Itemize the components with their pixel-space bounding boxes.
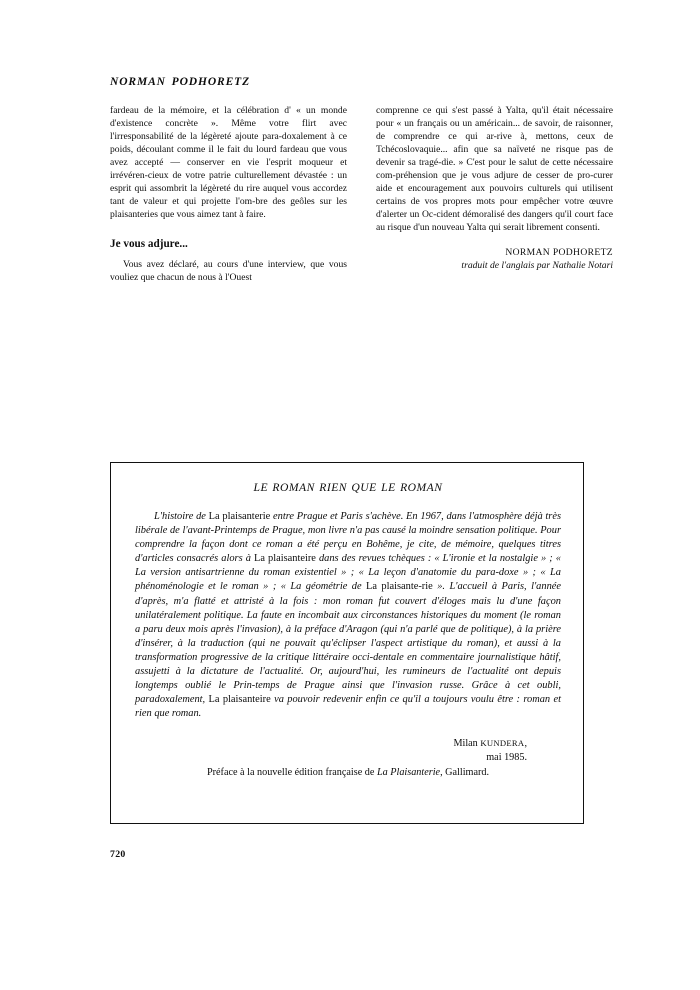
excerpt-segment-4: dans des revues tchèques : « L'ironie et la nostalgie » ; « La version antisartrienne du roman existentiel » ; « La leçon d'anatomie du para-doxe » ; « La phénoménologie et le roman » ; « La géométrie de <box>135 553 561 593</box>
credit-name-small-caps: KUNDERA <box>480 738 525 749</box>
credit-date: mai 1985. <box>486 751 527 763</box>
source-prefix: Préface à la nouvelle édition française de <box>206 766 377 778</box>
excerpt-segment-7: La plaisanteire <box>208 694 271 706</box>
excerpt-segment-1: La plaisanterie <box>208 511 271 522</box>
excerpt-segment-6: ». L'accueil à Paris, l'année d'après, m'a flatté et attristé à la fois : mon roman fut couvert d'éloges mais lu d'une façon unilatéralement politique. La faute en incombait aux circonstances historiques du moment (le roman a paru deux mois après l'invasion), à la préface d'Aragon (qui n'a parlé que de politique), à la prière d'insérer, à la traduction (qui ne pouvait qu'éclipser l'aspect artistique du roman), et aussi à la transformation progressive de la critique littéraire occi-dentale en commentaire journalistique hâtif, assujetti à la dictature de l'actualité. Or, aujourd'hui, les rumineurs de l'actualité ont depuis longtemps oublié le Prin-temps de Prague ainsi que l'invasion russe. Grâce à cet oubli, paradoxalement, <box>135 581 561 706</box>
body-columns <box>110 104 613 284</box>
excerpt-body <box>135 510 561 721</box>
source-title: La Plaisanterie <box>376 766 441 778</box>
signature-translator: traduit de l'anglais par Nathalie Notari <box>461 259 613 271</box>
excerpt-inner <box>111 463 583 779</box>
right-column <box>376 104 613 284</box>
credit-name-first: Milan <box>453 738 481 750</box>
excerpt-box <box>110 462 584 824</box>
left-column-paragraph-after-subheading: Vous avez déclaré, au cours d'une interview, que vous vouliez que chacun de nous à l'Ouest <box>110 259 347 283</box>
left-column <box>110 104 347 284</box>
right-column-paragraph-continued: comprenne ce qui s'est passé à Yalta, qu'il était nécessaire pour « un français ou un américain... de savoir, de raisonner, de comprendre ce qui ar-rive à, mettons, ceux de Tchécoslovaquie... afin que sa naïveté ne risque pas de devenir sa tragé-die. » C'est pour le salut de cette nécessaire com-préhension que je vous adjure de cesser de pro-curer aide et encouragement aux pouvoirs culturels qui utilisent certains de vos propres mots pour empêcher votre œuvre d'alerter un Oc-cident démoralisé des dangers qu'il court face au risque d'un nouveau Yalta qui serait librement consenti. <box>376 105 613 233</box>
running-head: NORMAN PODHORETZ <box>110 76 251 88</box>
excerpt-segment-8: va pouvoir redevenir enfin ce qu'il a toujours voulu être : roman et rien que roman. <box>135 694 561 720</box>
left-column-paragraph-continued: fardeau de la mémoire, et la célébration d' « un monde d'existence concrète ». Même votre flirt avec l'irresponsabilité de la légèreté ajoute para-doxalement à ce poids, découlant comme il le fait du lourd fardeau que vous avez accepté — conserver en vie l'esprit moqueur et irrévéren-cieux de votre patrie culturellement dévastée : un esprit qui assombrit la légèreté du rire auquel vous accordez tant de valeur et qui projette l'om-bre des geôles sur les plaisanteries que vous aimez tant à faire. <box>110 105 347 220</box>
excerpt-source <box>135 764 561 779</box>
excerpt-title: LE ROMAN RIEN QUE LE ROMAN <box>253 481 443 494</box>
signature-author: NORMAN PODHORETZ <box>505 247 613 258</box>
excerpt-segment-2: entre Prague et Paris s'achève. En 1967, dans l'atmosphère déjà très libérale de l'avant-Printemps de Prague, mon livre n'a pas causé la moindre sensation politique. Pour comprendre la façon dont ce roman a été perçu en Bohême, je cite, de mémoire, quelques titres d'articles consacrés alors à <box>135 511 562 565</box>
excerpt-segment-0: L'histoire de <box>154 511 209 522</box>
source-suffix: , Gallimard. <box>440 766 490 778</box>
credit-name-suffix: , <box>524 738 527 750</box>
excerpt-segment-3: La plaisanteire <box>253 553 316 565</box>
article-signature <box>376 247 613 272</box>
section-subheading: Je vous adjure... <box>110 238 188 250</box>
excerpt-credit <box>135 721 561 763</box>
excerpt-segment-5: La plaisante-rie <box>366 581 433 593</box>
page-number: 720 <box>110 849 126 860</box>
